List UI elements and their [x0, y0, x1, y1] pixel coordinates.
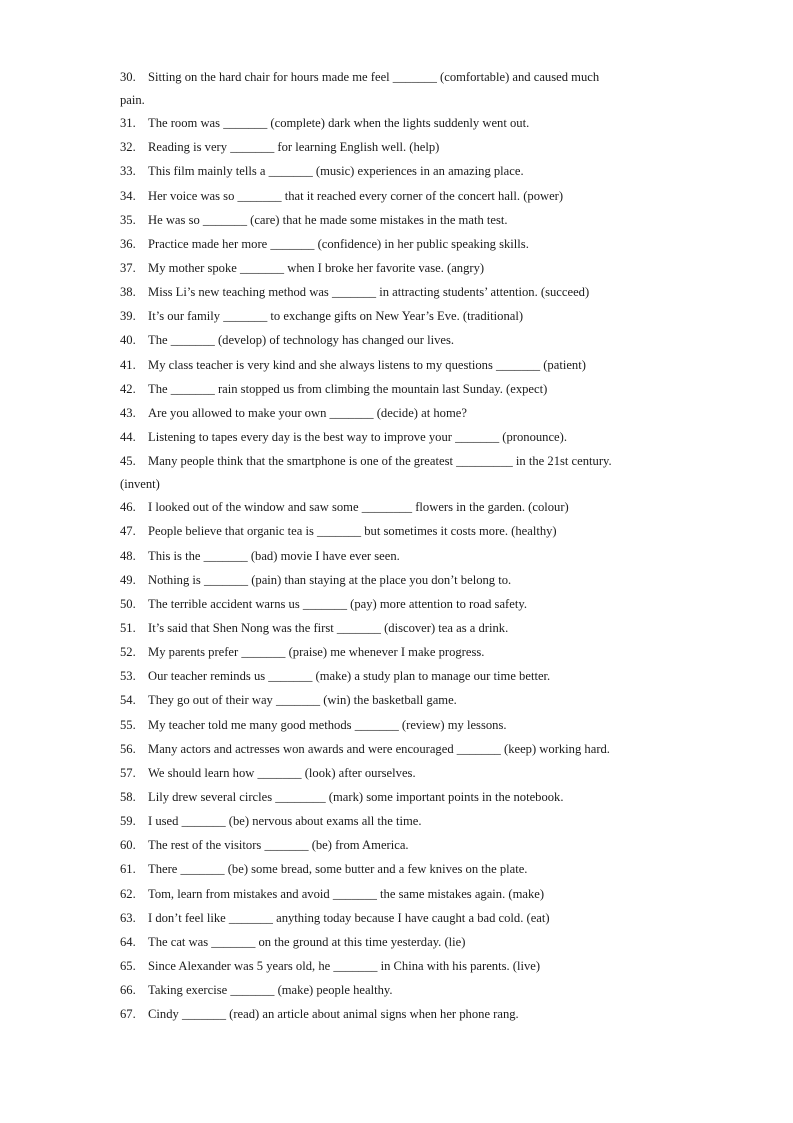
item-number: 45. [120, 454, 136, 469]
item-number: 57. [120, 765, 136, 780]
item-sentence: Many people think that the smartphone is one of the greatest _________ in the 21st century. [148, 454, 612, 469]
item-number: 50. [120, 596, 136, 611]
item-number: 51. [120, 620, 136, 635]
exercise-item [120, 640, 680, 664]
exercise-item [120, 208, 680, 232]
item-sentence: Miss Li’s new teaching method was _______ in attracting students’ attention. (succeed) [148, 285, 590, 300]
exercise-item [120, 544, 680, 568]
exercise-item [120, 353, 680, 377]
item-sentence: Sitting on the hard chair for hours made me feel _______ (comfortable) and caused much [148, 70, 600, 84]
exercise-item [120, 978, 680, 1002]
exercise-item [120, 184, 680, 208]
item-sentence: The _______ (develop) of technology has changed our lives. [148, 333, 455, 348]
item-number: 67. [120, 1007, 136, 1022]
item-sentence: The cat was _______ on the ground at this time yesterday. (lie) [148, 934, 466, 949]
item-continuation: (invent) [120, 477, 160, 492]
item-number: 56. [120, 741, 136, 756]
item-sentence: It’s our family _______ to exchange gifts on New Year’s Eve. (traditional) [148, 309, 524, 324]
item-sentence: Our teacher reminds us _______ (make) a study plan to manage our time better. [148, 669, 551, 684]
item-sentence: Practice made her more _______ (confidence) in her public speaking skills. [148, 236, 529, 251]
exercise-item [120, 519, 680, 543]
exercise-item [120, 737, 680, 761]
item-sentence: There _______ (be) some bread, some butter and a few knives on the plate. [148, 862, 528, 877]
item-sentence: Are you allowed to make your own _______ (decide) at home? [148, 405, 467, 420]
item-sentence: Reading is very _______ for learning English well. (help) [148, 140, 440, 155]
item-sentence: My class teacher is very kind and she always listens to my questions _______ (patient) [148, 357, 586, 372]
item-number: 37. [120, 260, 136, 275]
item-number: 38. [120, 285, 136, 300]
exercise-item [120, 65, 680, 89]
exercise-item [120, 713, 680, 737]
item-sentence: They go out of their way _______ (win) the basketball game. [148, 693, 457, 708]
item-sentence: He was so _______ (care) that he made some mistakes in the math test. [148, 212, 508, 227]
item-number: 36. [120, 236, 136, 251]
exercise-item [120, 616, 680, 640]
item-number: 31. [120, 116, 136, 131]
item-sentence: Nothing is _______ (pain) than staying at the place you don’t belong to. [148, 572, 512, 587]
exercise-item [120, 785, 680, 809]
item-number: 30. [120, 70, 136, 84]
item-number: 49. [120, 572, 136, 587]
exercise-item [120, 135, 680, 159]
item-sentence: This is the _______ (bad) movie I have ever seen. [148, 548, 400, 563]
exercise-item [120, 304, 680, 328]
item-continuation: pain. [120, 93, 145, 108]
item-number: 41. [120, 357, 136, 372]
item-sentence: Many actors and actresses won awards and were encouraged _______ (keep) working hard. [148, 741, 610, 756]
item-number: 54. [120, 693, 136, 708]
item-number: 43. [120, 405, 136, 420]
item-sentence: My teacher told me many good methods _______ (review) my lessons. [148, 717, 507, 732]
item-sentence: The _______ rain stopped us from climbing the mountain last Sunday. (expect) [148, 381, 548, 396]
item-sentence: This film mainly tells a _______ (music) experiences in an amazing place. [148, 164, 524, 179]
item-sentence: The room was _______ (complete) dark when the lights suddenly went out. [148, 116, 530, 131]
exercise-item [120, 328, 680, 352]
exercise-item [120, 833, 680, 857]
exercise-item [120, 256, 680, 280]
item-sentence: Her voice was so _______ that it reached every corner of the concert hall. (power) [148, 188, 564, 203]
item-number: 62. [120, 886, 136, 901]
exercise-item [120, 857, 680, 881]
item-number: 33. [120, 164, 136, 179]
item-number: 61. [120, 862, 136, 877]
item-sentence: We should learn how _______ (look) after ourselves. [148, 765, 416, 780]
item-sentence: It’s said that Shen Nong was the first _______ (discover) tea as a drink. [148, 620, 509, 635]
item-number: 59. [120, 814, 136, 829]
item-number: 34. [120, 188, 136, 203]
item-sentence: I used _______ (be) nervous about exams all the time. [148, 814, 422, 829]
item-sentence: Cindy _______ (read) an article about animal signs when her phone rang. [148, 1007, 519, 1022]
item-sentence: The terrible accident warns us _______ (pay) more attention to road safety. [148, 596, 527, 611]
exercise-item [120, 882, 680, 906]
exercise-item [120, 906, 680, 930]
item-number: 65. [120, 958, 136, 973]
item-number: 53. [120, 669, 136, 684]
item-number: 32. [120, 140, 136, 155]
item-number: 40. [120, 333, 136, 348]
exercise-item [120, 1002, 680, 1026]
item-number: 42. [120, 381, 136, 396]
item-sentence: I looked out of the window and saw some ________ flowers in the garden. (colour) [148, 500, 569, 515]
exercise-item [120, 159, 680, 183]
item-number: 55. [120, 717, 136, 732]
item-number: 64. [120, 934, 136, 949]
exercise-item [120, 688, 680, 712]
item-sentence: Listening to tapes every day is the best way to improve your _______ (pronounce). [148, 429, 567, 444]
exercise-item [120, 232, 680, 256]
item-sentence: My parents prefer _______ (praise) me whenever I make progress. [148, 645, 485, 660]
exercise-item [120, 280, 680, 304]
item-number: 52. [120, 645, 136, 660]
item-sentence: The rest of the visitors _______ (be) from America. [148, 838, 409, 853]
exercise-item [120, 111, 680, 135]
item-number: 35. [120, 212, 136, 227]
exercise-item [120, 954, 680, 978]
item-sentence: Tom, learn from mistakes and avoid _______ the same mistakes again. (make) [148, 886, 545, 901]
exercise-item [120, 930, 680, 954]
exercise-item [120, 449, 680, 473]
exercise-item [120, 664, 680, 688]
item-number: 66. [120, 983, 136, 998]
exercise-item [120, 425, 680, 449]
exercise-item [120, 809, 680, 833]
item-sentence: Since Alexander was 5 years old, he _______ in China with his parents. (live) [148, 958, 541, 973]
exercise-list [120, 65, 680, 1026]
item-number: 63. [120, 910, 136, 925]
item-number: 44. [120, 429, 136, 444]
item-number: 58. [120, 789, 136, 804]
item-number: 48. [120, 548, 136, 563]
item-number: 60. [120, 838, 136, 853]
exercise-item [120, 592, 680, 616]
exercise-item [120, 495, 680, 519]
item-number: 47. [120, 524, 136, 539]
exercise-item [120, 401, 680, 425]
item-number: 46. [120, 500, 136, 515]
item-sentence: My mother spoke _______ when I broke her favorite vase. (angry) [148, 260, 485, 275]
exercise-item [120, 377, 680, 401]
item-sentence: Taking exercise _______ (make) people healthy. [148, 983, 393, 998]
exercise-item [120, 761, 680, 785]
item-sentence: Lily drew several circles ________ (mark) some important points in the notebook. [148, 789, 564, 804]
exercise-item [120, 568, 680, 592]
item-number: 39. [120, 309, 136, 324]
item-sentence: People believe that organic tea is _______ but sometimes it costs more. (healthy) [148, 524, 557, 539]
item-sentence: I don’t feel like _______ anything today because I have caught a bad cold. (eat) [148, 910, 550, 925]
